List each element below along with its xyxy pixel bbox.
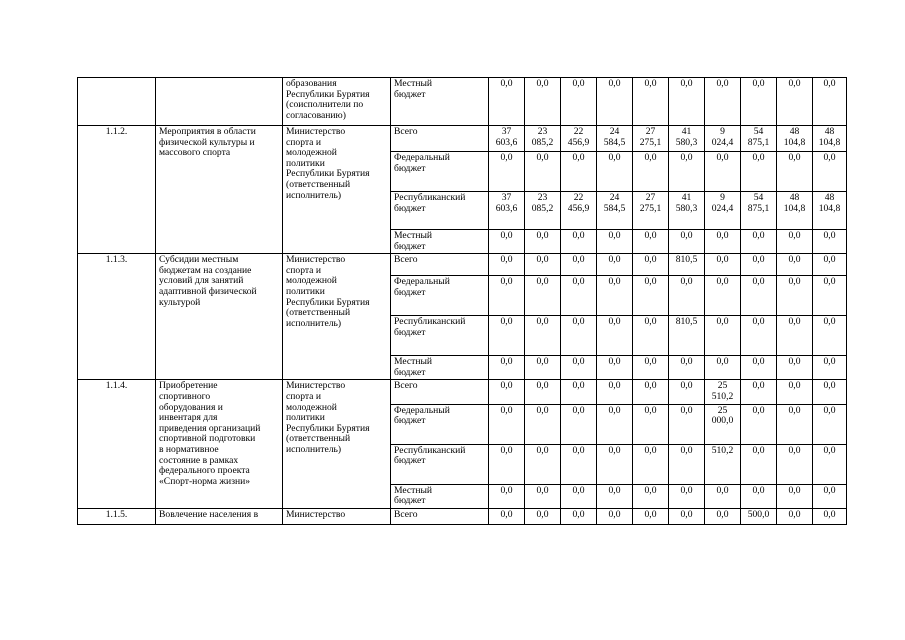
- amount-cell: 0,0: [597, 380, 633, 404]
- table-row: [78, 126, 847, 152]
- funding-source: Федеральный бюджет: [391, 152, 489, 192]
- amount-cell: 0,0: [633, 380, 669, 404]
- amount-cell: 0,0: [633, 254, 669, 276]
- amount-cell: 48 104,8: [813, 192, 847, 230]
- amount-cell: 0,0: [741, 444, 777, 484]
- amount-cell: 41 580,3: [669, 192, 705, 230]
- table-row: [78, 78, 847, 126]
- amount-cell: 9 024,4: [705, 126, 741, 152]
- amount-cell: 0,0: [705, 508, 741, 524]
- budget-table: [77, 77, 847, 525]
- amount-cell: 0,0: [597, 508, 633, 524]
- amount-cell: 0,0: [561, 316, 597, 356]
- funding-source: Всего: [391, 508, 489, 524]
- amount-cell: 0,0: [489, 276, 525, 316]
- amount-cell: 0,0: [669, 484, 705, 508]
- row-name: Субсидии местным бюджетам на создание условий для занятий адаптивной физической культурой: [156, 254, 283, 380]
- amount-cell: 0,0: [705, 152, 741, 192]
- amount-cell: 0,0: [489, 78, 525, 126]
- amount-cell: 54 875,1: [741, 126, 777, 152]
- amount-cell: 0,0: [633, 356, 669, 380]
- amount-cell: 0,0: [813, 78, 847, 126]
- amount-cell: 0,0: [525, 316, 561, 356]
- amount-cell: 0,0: [597, 404, 633, 444]
- amount-cell: 0,0: [813, 404, 847, 444]
- amount-cell: 0,0: [633, 404, 669, 444]
- amount-cell: 0,0: [525, 380, 561, 404]
- amount-cell: 0,0: [597, 356, 633, 380]
- amount-cell: 0,0: [561, 404, 597, 444]
- amount-cell: 22 456,9: [561, 126, 597, 152]
- amount-cell: 0,0: [813, 484, 847, 508]
- amount-cell: 0,0: [741, 484, 777, 508]
- amount-cell: 0,0: [489, 230, 525, 254]
- amount-cell: 41 580,3: [669, 126, 705, 152]
- amount-cell: 0,0: [489, 404, 525, 444]
- amount-cell: 0,0: [525, 444, 561, 484]
- amount-cell: 0,0: [489, 484, 525, 508]
- amount-cell: 0,0: [597, 484, 633, 508]
- row-executor: Министерство: [283, 508, 391, 524]
- amount-cell: 0,0: [597, 152, 633, 192]
- amount-cell: 0,0: [597, 230, 633, 254]
- amount-cell: 0,0: [741, 78, 777, 126]
- amount-cell: 0,0: [777, 152, 813, 192]
- amount-cell: 0,0: [813, 356, 847, 380]
- amount-cell: 0,0: [633, 152, 669, 192]
- funding-source: Федеральный бюджет: [391, 404, 489, 444]
- amount-cell: 0,0: [525, 404, 561, 444]
- amount-cell: 0,0: [705, 276, 741, 316]
- amount-cell: 0,0: [561, 276, 597, 316]
- amount-cell: 0,0: [489, 316, 525, 356]
- amount-cell: 810,5: [669, 254, 705, 276]
- amount-cell: 0,0: [669, 152, 705, 192]
- row-executor: Министерство спорта и молодежной политики Республики Бурятия (ответственный исполнитель): [283, 126, 391, 254]
- amount-cell: 0,0: [561, 444, 597, 484]
- amount-cell: 0,0: [777, 230, 813, 254]
- amount-cell: 0,0: [561, 356, 597, 380]
- row-executor: Министерство спорта и молодежной политики Республики Бурятия (ответственный исполнитель): [283, 254, 391, 380]
- funding-source: Местный бюджет: [391, 356, 489, 380]
- amount-cell: 0,0: [777, 316, 813, 356]
- row-name: [156, 78, 283, 126]
- amount-cell: 54 875,1: [741, 192, 777, 230]
- amount-cell: 0,0: [561, 484, 597, 508]
- row-code: 1.1.2.: [78, 126, 156, 254]
- amount-cell: 0,0: [741, 230, 777, 254]
- amount-cell: 24 584,5: [597, 126, 633, 152]
- table-row: [78, 508, 847, 524]
- funding-source: Местный бюджет: [391, 230, 489, 254]
- amount-cell: 0,0: [489, 380, 525, 404]
- amount-cell: 0,0: [813, 380, 847, 404]
- amount-cell: 0,0: [525, 254, 561, 276]
- amount-cell: 37 603,6: [489, 126, 525, 152]
- amount-cell: 25 000,0: [705, 404, 741, 444]
- amount-cell: 0,0: [669, 276, 705, 316]
- amount-cell: 0,0: [633, 78, 669, 126]
- amount-cell: 510,2: [705, 444, 741, 484]
- amount-cell: 0,0: [489, 508, 525, 524]
- amount-cell: 0,0: [777, 356, 813, 380]
- amount-cell: 0,0: [633, 230, 669, 254]
- amount-cell: 0,0: [705, 316, 741, 356]
- amount-cell: 0,0: [561, 152, 597, 192]
- amount-cell: 27 275,1: [633, 192, 669, 230]
- amount-cell: 25 510,2: [705, 380, 741, 404]
- amount-cell: 0,0: [669, 356, 705, 380]
- amount-cell: 0,0: [741, 380, 777, 404]
- table-row: [78, 254, 847, 276]
- amount-cell: 48 104,8: [813, 126, 847, 152]
- funding-source: Всего: [391, 380, 489, 404]
- amount-cell: 0,0: [597, 316, 633, 356]
- amount-cell: 0,0: [777, 276, 813, 316]
- amount-cell: 0,0: [489, 444, 525, 484]
- row-name: Приобретение спортивного оборудования и инвентаря для приведения организаций спортивной подготовки в нормативное состояние в рамках федерального проекта «Спорт-норма жизни»: [156, 380, 283, 508]
- row-code: [78, 78, 156, 126]
- amount-cell: 0,0: [561, 254, 597, 276]
- amount-cell: 23 085,2: [525, 126, 561, 152]
- amount-cell: 0,0: [705, 484, 741, 508]
- amount-cell: 9 024,4: [705, 192, 741, 230]
- amount-cell: 0,0: [705, 230, 741, 254]
- amount-cell: 500,0: [741, 508, 777, 524]
- funding-source: Республиканский бюджет: [391, 316, 489, 356]
- budget-table-body: [78, 78, 847, 525]
- row-executor: Министерство спорта и молодежной политики Республики Бурятия (ответственный исполнитель): [283, 380, 391, 508]
- amount-cell: 0,0: [669, 78, 705, 126]
- amount-cell: 0,0: [669, 380, 705, 404]
- amount-cell: 0,0: [813, 152, 847, 192]
- row-code: 1.1.4.: [78, 380, 156, 508]
- row-name: Вовлечение населения в: [156, 508, 283, 524]
- amount-cell: 48 104,8: [777, 126, 813, 152]
- amount-cell: 24 584,5: [597, 192, 633, 230]
- amount-cell: 0,0: [597, 78, 633, 126]
- funding-source: Республиканский бюджет: [391, 192, 489, 230]
- amount-cell: 0,0: [633, 484, 669, 508]
- amount-cell: 0,0: [489, 254, 525, 276]
- amount-cell: 0,0: [525, 508, 561, 524]
- amount-cell: 0,0: [597, 444, 633, 484]
- funding-source: Федеральный бюджет: [391, 276, 489, 316]
- amount-cell: 0,0: [525, 78, 561, 126]
- amount-cell: 0,0: [525, 152, 561, 192]
- row-executor: образования Республики Бурятия (соисполнители по согласованию): [283, 78, 391, 126]
- amount-cell: 0,0: [813, 508, 847, 524]
- amount-cell: 0,0: [777, 380, 813, 404]
- amount-cell: 0,0: [489, 356, 525, 380]
- amount-cell: 0,0: [705, 254, 741, 276]
- amount-cell: 0,0: [777, 508, 813, 524]
- amount-cell: 0,0: [813, 316, 847, 356]
- funding-source: Всего: [391, 126, 489, 152]
- amount-cell: 0,0: [813, 254, 847, 276]
- amount-cell: 0,0: [525, 276, 561, 316]
- amount-cell: 0,0: [777, 484, 813, 508]
- amount-cell: 23 085,2: [525, 192, 561, 230]
- amount-cell: 0,0: [597, 276, 633, 316]
- amount-cell: 0,0: [813, 444, 847, 484]
- amount-cell: 0,0: [633, 316, 669, 356]
- funding-source: Республиканский бюджет: [391, 444, 489, 484]
- amount-cell: 48 104,8: [777, 192, 813, 230]
- amount-cell: 0,0: [777, 444, 813, 484]
- amount-cell: 0,0: [741, 254, 777, 276]
- row-name: Мероприятия в области физической культуры и массового спорта: [156, 126, 283, 254]
- amount-cell: 0,0: [525, 356, 561, 380]
- amount-cell: 0,0: [777, 404, 813, 444]
- amount-cell: 0,0: [741, 152, 777, 192]
- amount-cell: 22 456,9: [561, 192, 597, 230]
- amount-cell: 0,0: [669, 508, 705, 524]
- amount-cell: 0,0: [561, 380, 597, 404]
- amount-cell: 0,0: [669, 404, 705, 444]
- amount-cell: 0,0: [741, 404, 777, 444]
- amount-cell: 0,0: [597, 254, 633, 276]
- amount-cell: 0,0: [705, 78, 741, 126]
- amount-cell: 0,0: [561, 508, 597, 524]
- amount-cell: 0,0: [489, 152, 525, 192]
- funding-source: Местный бюджет: [391, 484, 489, 508]
- amount-cell: 0,0: [741, 316, 777, 356]
- amount-cell: 0,0: [741, 276, 777, 316]
- amount-cell: 0,0: [633, 444, 669, 484]
- funding-source: Всего: [391, 254, 489, 276]
- amount-cell: 37 603,6: [489, 192, 525, 230]
- amount-cell: 0,0: [813, 276, 847, 316]
- amount-cell: 0,0: [561, 78, 597, 126]
- amount-cell: 0,0: [705, 356, 741, 380]
- row-code: 1.1.3.: [78, 254, 156, 380]
- amount-cell: 0,0: [813, 230, 847, 254]
- amount-cell: 0,0: [561, 230, 597, 254]
- row-code: 1.1.5.: [78, 508, 156, 524]
- table-row: [78, 380, 847, 404]
- amount-cell: 27 275,1: [633, 126, 669, 152]
- amount-cell: 0,0: [669, 230, 705, 254]
- funding-source: Местный бюджет: [391, 78, 489, 126]
- amount-cell: 0,0: [741, 356, 777, 380]
- amount-cell: 0,0: [525, 484, 561, 508]
- amount-cell: 0,0: [633, 276, 669, 316]
- amount-cell: 0,0: [669, 444, 705, 484]
- amount-cell: 0,0: [777, 254, 813, 276]
- amount-cell: 0,0: [525, 230, 561, 254]
- amount-cell: 0,0: [633, 508, 669, 524]
- amount-cell: 810,5: [669, 316, 705, 356]
- amount-cell: 0,0: [777, 78, 813, 126]
